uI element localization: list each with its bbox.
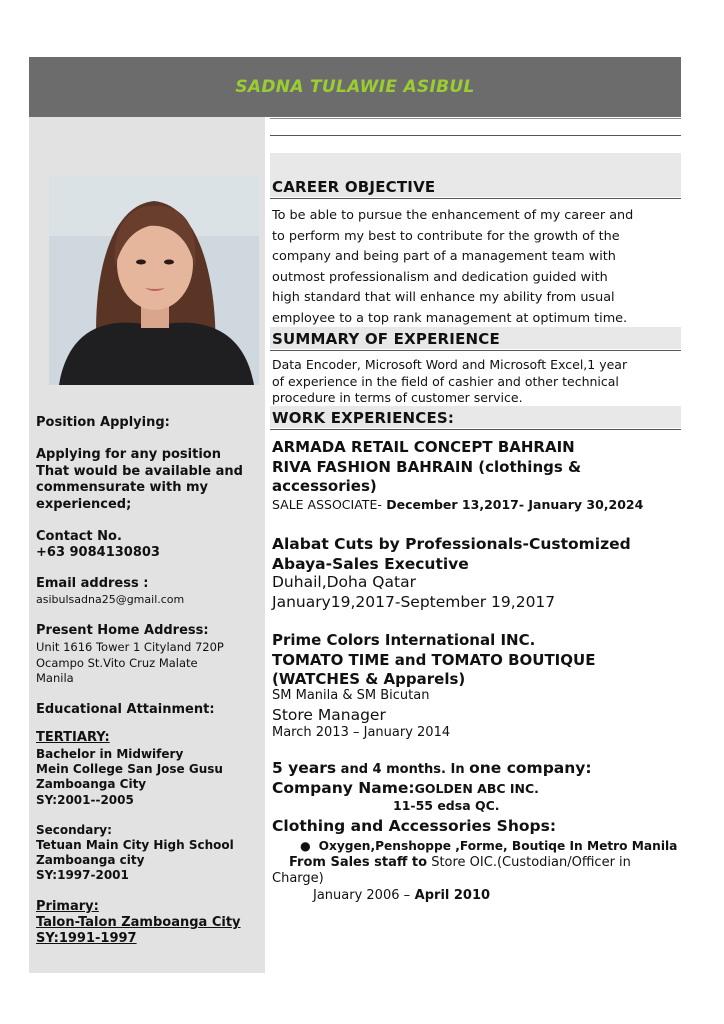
tertiary-details: Bachelor in Midwifery Mein College San Jose Gusu Zamboanga City SY:2001--2005 (36, 747, 223, 807)
primary-details: Talon-Talon Zamboanga City SY:1991-1997 (36, 915, 241, 946)
resume-header (29, 57, 681, 117)
address-label: Present Home Address: (36, 623, 209, 638)
job-3-line: (WATCHES & Apparels) (272, 670, 466, 688)
job-4-from: From Sales staff to Store OIC.(Custodian/Officer in (289, 855, 631, 870)
job-2-location: Duhail,Doha Qatar (272, 573, 416, 591)
job-1 (272, 438, 581, 497)
career-objective-text: To be able to pursue the enhancement of my career and to perform my best to contribute for the growth of the company and being part of a management team with outmost professionalism and dedication guided with high standard that will enhance my ability from usual employee to a top rank management at optimum time. (272, 208, 634, 326)
education-label: Educational Attainment: (36, 702, 215, 717)
contact-value: +63 9084130803 (36, 545, 160, 560)
band-top (270, 153, 681, 175)
job-4-from-cont: Charge) (272, 871, 324, 886)
job-4-company: Company Name:GOLDEN ABC INC. (272, 779, 539, 797)
career-divider (270, 198, 681, 199)
email-label: Email address : (36, 576, 149, 591)
job-2-line: Alabat Cuts by Professionals-Customized (272, 535, 631, 553)
job-4-bullet: ● Oxygen,Penshoppe ,Forme, Boutiqe In Metro Manila (300, 839, 678, 853)
contact-label: Contact No. (36, 529, 122, 544)
bullet-dot-icon: ● (300, 839, 311, 853)
job-3-location: SM Manila & SM Bicutan (272, 688, 430, 703)
career-objective-title: CAREER OBJECTIVE (272, 178, 436, 196)
divider-top-1 (270, 118, 681, 119)
job-1-role-dates (272, 497, 643, 512)
profile-photo (49, 176, 259, 385)
job-4-years: 5 years and 4 months. In one company: (272, 759, 592, 777)
tertiary-label: TERTIARY: (36, 730, 110, 745)
job-1-line: RIVA FASHION BAHRAIN (clothings & (272, 457, 582, 476)
job-1-dates: December 13,2017- January 30,2024 (381, 497, 644, 512)
job-2-line: Abaya-Sales Executive (272, 555, 469, 573)
applicant-name: SADNA TULAWIE ASIBUL (235, 77, 475, 97)
job-1-line: ARMADA RETAIL CONCEPT BAHRAIN (272, 438, 575, 456)
work-title: WORK EXPERIENCES: (272, 409, 455, 427)
summary-divider (270, 350, 681, 351)
position-text: Applying for any position That would be available and commensurate with my experienced; (36, 447, 243, 512)
work-divider (270, 429, 681, 430)
summary-text: Data Encoder, Microsoft Word and Microsoft Excel,1 year of experience in the field of cashier and other technical procedure in terms of customer service. (272, 357, 628, 405)
divider-top-2 (270, 135, 681, 136)
secondary-details: Tetuan Main City High School Zamboanga city SY:1997-2001 (36, 838, 234, 883)
job-4-shops: Clothing and Accessories Shops: (272, 817, 557, 835)
job-3-line: TOMATO TIME and TOMATO BOUTIQUE (272, 650, 596, 669)
email-value: asibulsadna25@gmail.com (36, 593, 185, 606)
job-1-line: accessories) (272, 477, 377, 495)
address-value: Unit 1616 Tower 1 Cityland 720P Ocampo St.Vito Cruz Malate Manila (36, 640, 224, 685)
position-label: Position Applying: (36, 415, 170, 430)
primary-label: Primary: (36, 899, 99, 914)
job-1-role: SALE ASSOCIATE- (272, 497, 382, 512)
job-3-line: Prime Colors International INC. (272, 631, 536, 649)
job-3-role: Store Manager (272, 706, 386, 724)
job-2-dates: January19,2017-September 19,2017 (272, 593, 556, 611)
job-3 (272, 631, 595, 690)
secondary-label: Secondary: (36, 823, 112, 837)
job-4-address: 11-55 edsa QC. (393, 798, 500, 813)
portrait-image (49, 176, 259, 385)
job-3-dates: March 2013 – January 2014 (272, 725, 451, 740)
job-2 (272, 534, 631, 574)
summary-title: SUMMARY OF EXPERIENCE (272, 330, 500, 348)
job-4-dates: January 2006 – April 2010 (313, 888, 491, 903)
